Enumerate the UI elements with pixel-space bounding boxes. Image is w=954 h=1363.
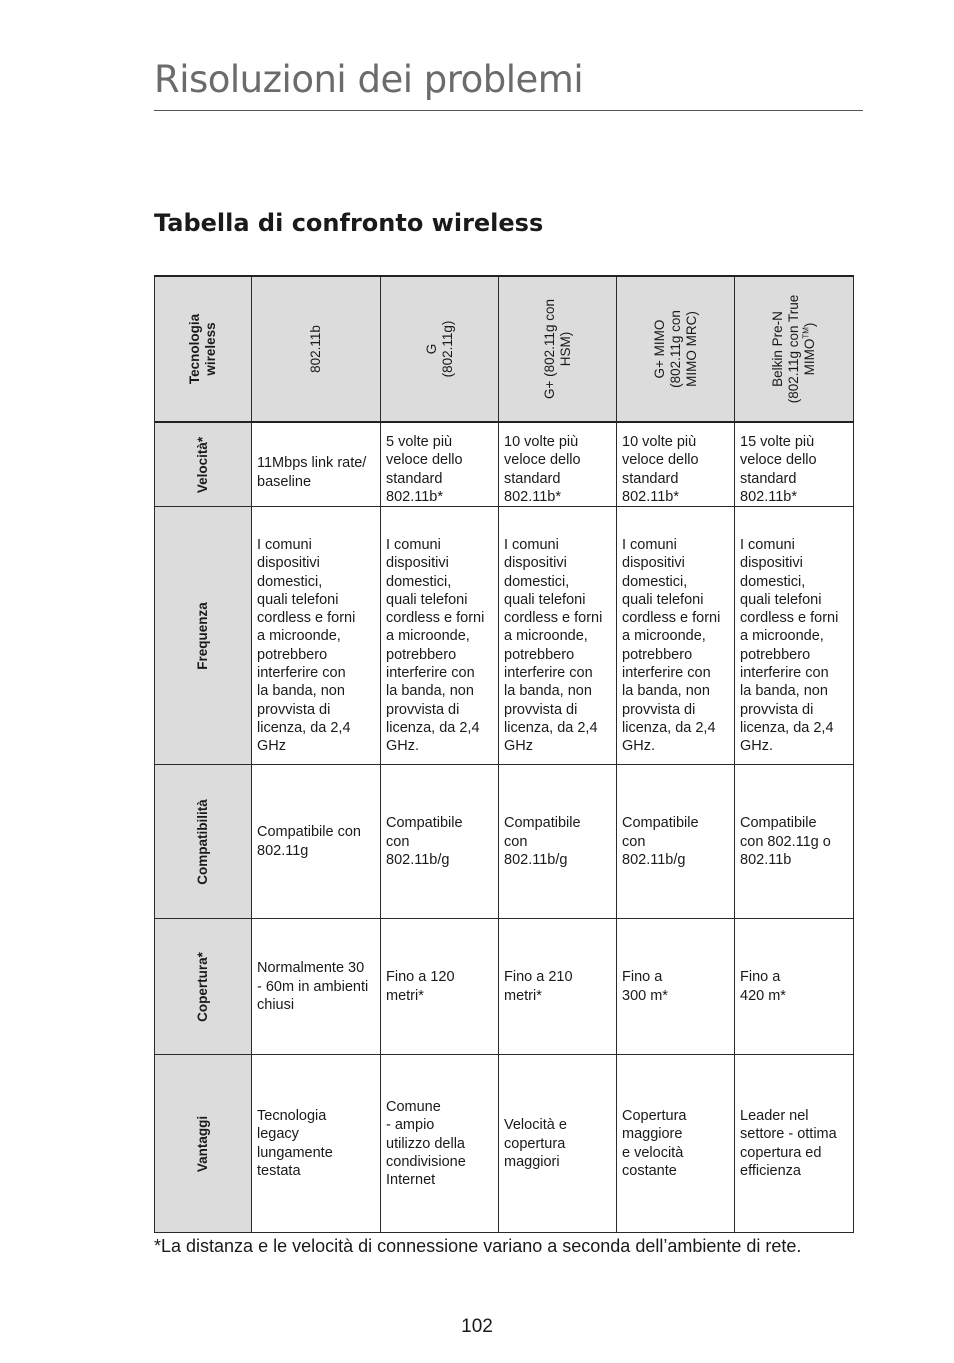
table-cell: Fino a 420 m* (735, 919, 854, 1055)
table-cell: Leader nel settore - ottima copertura ed efficienza (735, 1055, 854, 1233)
comparison-table (154, 275, 854, 1233)
table-cell: Normalmente 30 - 60m in ambienti chiusi (252, 919, 381, 1055)
table-cell: I comuni dispositivi domestici, quali telefoni cordless e forni a microonde, potrebbero interferire con la banda, non provvista di licenza, da 2,4 GHz (252, 507, 381, 765)
row-header: Copertura* (155, 919, 252, 1055)
table-cell: Fino a 120 metri* (381, 919, 499, 1055)
table-cell: Compatibile con 802.11b/g (381, 765, 499, 919)
table-cell: I comuni dispositivi domestici, quali telefoni cordless e forni a microonde, potrebbero interferire con la banda, non provvista di licenza, da 2,4 GHz. (617, 507, 735, 765)
table-cell: Velocità e copertura maggiori (499, 1055, 617, 1233)
title-divider (154, 110, 863, 111)
page-number: 102 (461, 1316, 493, 1337)
column-header-g-plus-hsm: G+ (802.11g con HSM) (499, 276, 617, 422)
header-row (155, 276, 854, 422)
row-header: Vantaggi (155, 1055, 252, 1233)
row-header: Velocità* (155, 422, 252, 507)
table-cell: Compatibile con 802.11g (252, 765, 381, 919)
table-cell: Tecnologia legacy lungamente testata (252, 1055, 381, 1233)
column-header-g: G (802.11g) (381, 276, 499, 422)
table-row (155, 422, 854, 507)
row-header: Compatibilità (155, 765, 252, 919)
table-cell: 5 volte più veloce dello standard 802.11b* (381, 422, 499, 507)
table-cell: 11Mbps link rate/ baseline (252, 422, 381, 507)
table-row (155, 507, 854, 765)
section-heading: Tabella di confronto wireless (154, 209, 544, 237)
footnote: *La distanza e le velocità di connessione variano a seconda dell’ambiente di rete. (154, 1236, 802, 1256)
table-cell: 10 volte più veloce dello standard 802.11b* (499, 422, 617, 507)
column-header-80211b: 802.11b (252, 276, 381, 422)
table-row (155, 765, 854, 919)
table-body (155, 422, 854, 1233)
column-header-belkin-pre-n: Belkin Pre-N (802.11g con True MIMO™) (735, 276, 854, 422)
table-row (155, 919, 854, 1055)
table-cell: Fino a 300 m* (617, 919, 735, 1055)
row-header: Frequenza (155, 507, 252, 765)
table-cell: Compatibile con 802.11b/g (499, 765, 617, 919)
table-cell: 15 volte più veloce dello standard 802.11b* (735, 422, 854, 507)
table-cell: I comuni dispositivi domestici, quali telefoni cordless e forni a microonde, potrebbero interferire con la banda, non provvista di licenza, da 2,4 GHz. (381, 507, 499, 765)
table-cell: Compatibile con 802.11g o 802.11b (735, 765, 854, 919)
table-row (155, 1055, 854, 1233)
table-cell: Comune - ampio utilizzo della condivisione Internet (381, 1055, 499, 1233)
page-title: Risoluzioni dei problemi (154, 58, 584, 101)
table-cell: 10 volte più veloce dello standard 802.11b* (617, 422, 735, 507)
table-cell: Fino a 210 metri* (499, 919, 617, 1055)
table-cell: I comuni dispositivi domestici, quali telefoni cordless e forni a microonde, potrebbero interferire con la banda, non provvista di licenza, da 2,4 GHz (499, 507, 617, 765)
corner-header-text: Tecnologia wireless (187, 313, 218, 385)
table-cell: Copertura maggiore e velocità costante (617, 1055, 735, 1233)
column-header-g-plus-mimo: G+ MIMO (802.11g con MIMO MRC) (617, 276, 735, 422)
table-cell: I comuni dispositivi domestici, quali telefoni cordless e forni a microonde, potrebbero interferire con la banda, non provvista di licenza, da 2,4 GHz. (735, 507, 854, 765)
corner-header (155, 276, 252, 422)
trademark-mark: TM (801, 327, 811, 339)
table-cell: Compatibile con 802.11b/g (617, 765, 735, 919)
